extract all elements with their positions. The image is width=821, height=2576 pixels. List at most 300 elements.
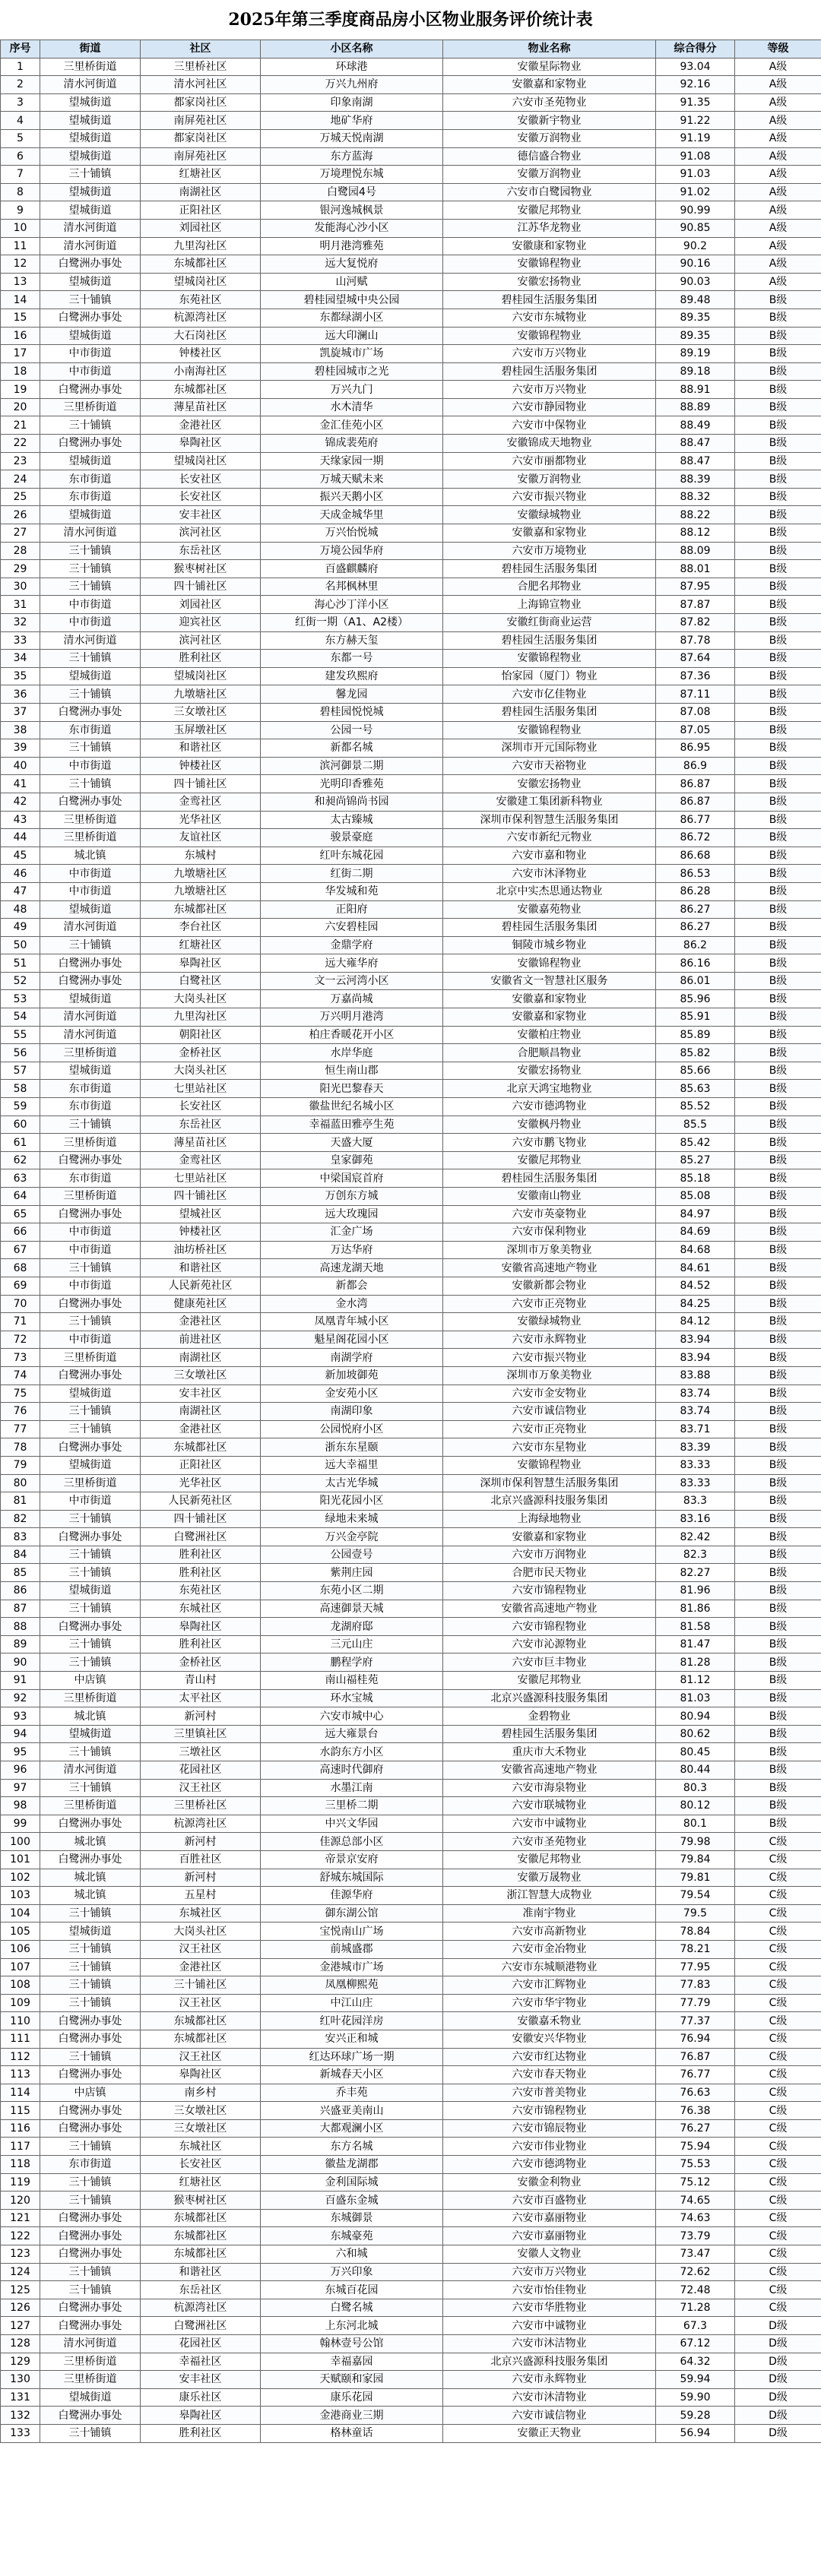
- cell-index: 90: [1, 1654, 40, 1672]
- cell-estate-name: 红街二期: [261, 865, 443, 883]
- cell-index: 58: [1, 1080, 40, 1098]
- cell-property-company: 六安市红达物业: [443, 2048, 656, 2066]
- cell-grade: B级: [735, 882, 821, 900]
- table-row: [1, 2299, 821, 2317]
- cell-estate-name: 远大幸福里: [261, 1456, 443, 1474]
- header-grade: 等级: [735, 40, 821, 59]
- cell-score: 86.01: [656, 972, 735, 990]
- cell-street: 中市街道: [40, 1331, 141, 1349]
- cell-community: 安丰社区: [141, 1385, 261, 1403]
- table-row: [1, 954, 821, 973]
- cell-estate-name: 三里桥二期: [261, 1797, 443, 1815]
- cell-estate-name: 万境理悦东城: [261, 166, 443, 184]
- cell-street: 白鹭洲办事处: [40, 381, 141, 399]
- cell-score: 90.2: [656, 237, 735, 255]
- cell-estate-name: 皇家御苑: [261, 1151, 443, 1169]
- cell-estate-name: 万城天悦南湖: [261, 129, 443, 147]
- cell-community: 太平社区: [141, 1689, 261, 1707]
- cell-estate-name: 六安碧桂园: [261, 919, 443, 937]
- cell-index: 122: [1, 2227, 40, 2245]
- cell-index: 105: [1, 1923, 40, 1941]
- cell-street: 白鹭洲办事处: [40, 2407, 141, 2425]
- table-row: [1, 1725, 821, 1743]
- cell-community: 康乐社区: [141, 2388, 261, 2407]
- cell-index: 25: [1, 488, 40, 506]
- cell-score: 79.81: [656, 1869, 735, 1887]
- cell-score: 85.63: [656, 1080, 735, 1098]
- cell-property-company: 六安市沐洁物业: [443, 2335, 656, 2353]
- cell-street: 三里桥街道: [40, 811, 141, 829]
- table-row: [1, 327, 821, 345]
- cell-score: 75.12: [656, 2173, 735, 2191]
- cell-index: 124: [1, 2263, 40, 2281]
- cell-street: 中市街道: [40, 882, 141, 900]
- cell-index: 55: [1, 1026, 40, 1044]
- cell-estate-name: 名邦枫林里: [261, 578, 443, 596]
- cell-community: 青山村: [141, 1672, 261, 1690]
- cell-street: 望城街道: [40, 990, 141, 1008]
- cell-score: 84.68: [656, 1241, 735, 1259]
- cell-score: 83.71: [656, 1420, 735, 1438]
- table-row: [1, 1420, 821, 1438]
- cell-index: 57: [1, 1062, 40, 1080]
- cell-community: 四十铺社区: [141, 1510, 261, 1528]
- cell-index: 109: [1, 1994, 40, 2012]
- cell-score: 86.27: [656, 900, 735, 919]
- table-row: [1, 2119, 821, 2138]
- cell-index: 62: [1, 1151, 40, 1169]
- cell-grade: B级: [735, 542, 821, 560]
- cell-community: 人民新苑社区: [141, 1277, 261, 1295]
- cell-estate-name: 公园一号: [261, 721, 443, 739]
- cell-street: 三十铺镇: [40, 1546, 141, 1564]
- cell-community: 滨河社区: [141, 524, 261, 543]
- cell-grade: B级: [735, 1456, 821, 1474]
- cell-score: 77.95: [656, 1958, 735, 1976]
- cell-property-company: 六安市鹏飞物业: [443, 1134, 656, 1152]
- cell-community: 白鹭社区: [141, 972, 261, 990]
- cell-grade: B级: [735, 1188, 821, 1206]
- cell-community: 钟楼社区: [141, 345, 261, 363]
- table-row: [1, 1923, 821, 1941]
- cell-grade: B级: [735, 327, 821, 345]
- cell-index: 48: [1, 900, 40, 919]
- cell-street: 三十铺镇: [40, 739, 141, 758]
- table-row: [1, 1887, 821, 1905]
- cell-grade: B级: [735, 362, 821, 381]
- cell-grade: B级: [735, 488, 821, 506]
- cell-index: 56: [1, 1044, 40, 1062]
- cell-index: 12: [1, 255, 40, 274]
- cell-community: 迎宾社区: [141, 614, 261, 632]
- cell-estate-name: 馨龙园: [261, 685, 443, 704]
- table-row: [1, 1528, 821, 1546]
- cell-community: 东岳社区: [141, 542, 261, 560]
- cell-community: 胜利社区: [141, 1635, 261, 1654]
- cell-score: 88.49: [656, 416, 735, 435]
- cell-index: 94: [1, 1725, 40, 1743]
- cell-grade: B级: [735, 1169, 821, 1188]
- cell-community: 大岗头社区: [141, 1062, 261, 1080]
- cell-score: 83.94: [656, 1349, 735, 1367]
- table-row: [1, 614, 821, 632]
- cell-grade: B级: [735, 1098, 821, 1116]
- table-row: [1, 1815, 821, 1833]
- cell-community: 大岗头社区: [141, 1923, 261, 1941]
- cell-property-company: 安徽尼邦物业: [443, 1672, 656, 1690]
- table-row: [1, 1241, 821, 1259]
- cell-grade: B级: [735, 757, 821, 775]
- cell-grade: B级: [735, 398, 821, 416]
- cell-street: 白鹭洲办事处: [40, 2317, 141, 2335]
- cell-community: 东城都社区: [141, 255, 261, 274]
- cell-street: 三十铺镇: [40, 542, 141, 560]
- cell-score: 82.27: [656, 1564, 735, 1582]
- table-row: [1, 919, 821, 937]
- cell-estate-name: 新加坡御苑: [261, 1366, 443, 1385]
- cell-estate-name: 汇金广场: [261, 1223, 443, 1242]
- cell-grade: A级: [735, 201, 821, 220]
- cell-property-company: 六安市锦程物业: [443, 2102, 656, 2120]
- cell-property-company: 碧桂园生活服务集团: [443, 560, 656, 578]
- table-row: [1, 829, 821, 847]
- cell-property-company: 安徽新宇物业: [443, 112, 656, 130]
- cell-property-company: 六安市振兴物业: [443, 488, 656, 506]
- cell-grade: B级: [735, 1672, 821, 1690]
- cell-community: 胜利社区: [141, 2424, 261, 2442]
- cell-score: 88.47: [656, 452, 735, 470]
- cell-grade: B级: [735, 721, 821, 739]
- cell-index: 117: [1, 2138, 40, 2156]
- cell-index: 103: [1, 1887, 40, 1905]
- cell-score: 81.96: [656, 1582, 735, 1600]
- cell-grade: C级: [735, 1833, 821, 1851]
- cell-street: 望城街道: [40, 452, 141, 470]
- cell-estate-name: 碧桂园望城中央公园: [261, 291, 443, 309]
- table-row: [1, 255, 821, 274]
- cell-property-company: 铜陵市城乡物业: [443, 936, 656, 954]
- table-row: [1, 1151, 821, 1169]
- cell-score: 91.35: [656, 93, 735, 112]
- cell-community: 玉屏墩社区: [141, 721, 261, 739]
- cell-property-company: 六安市怡佳物业: [443, 2281, 656, 2299]
- cell-grade: B级: [735, 1528, 821, 1546]
- cell-estate-name: 新城春天小区: [261, 2066, 443, 2084]
- table-row: [1, 147, 821, 166]
- cell-property-company: 安徽省高速地产物业: [443, 1600, 656, 1618]
- cell-score: 76.27: [656, 2119, 735, 2138]
- cell-grade: D级: [735, 2317, 821, 2335]
- cell-estate-name: 南湖学府: [261, 1349, 443, 1367]
- cell-street: 白鹭洲办事处: [40, 2209, 141, 2227]
- table-row: [1, 1026, 821, 1044]
- cell-community: 南湖社区: [141, 183, 261, 201]
- table-row: [1, 775, 821, 793]
- cell-score: 90.99: [656, 201, 735, 220]
- cell-index: 116: [1, 2119, 40, 2138]
- cell-score: 89.18: [656, 362, 735, 381]
- cell-index: 59: [1, 1098, 40, 1116]
- cell-street: 白鹭洲办事处: [40, 1815, 141, 1833]
- cell-grade: C级: [735, 2119, 821, 2138]
- cell-estate-name: 东都一号: [261, 650, 443, 668]
- cell-index: 23: [1, 452, 40, 470]
- cell-index: 100: [1, 1833, 40, 1851]
- cell-community: 东城都社区: [141, 2012, 261, 2030]
- cell-estate-name: 建发玖熙府: [261, 667, 443, 685]
- cell-street: 三里桥街道: [40, 1044, 141, 1062]
- cell-street: 白鹭洲办事处: [40, 2066, 141, 2084]
- table-row: [1, 2173, 821, 2191]
- cell-estate-name: 红叶花园洋房: [261, 2012, 443, 2030]
- cell-estate-name: 新都会: [261, 1277, 443, 1295]
- cell-community: 金港社区: [141, 1420, 261, 1438]
- cell-estate-name: 凯旋城市广场: [261, 345, 443, 363]
- cell-grade: B级: [735, 972, 821, 990]
- cell-index: 18: [1, 362, 40, 381]
- cell-score: 78.84: [656, 1923, 735, 1941]
- cell-street: 三十铺镇: [40, 1510, 141, 1528]
- cell-grade: A级: [735, 147, 821, 166]
- table-row: [1, 2191, 821, 2210]
- cell-community: 东城村: [141, 847, 261, 865]
- table-row: [1, 381, 821, 399]
- cell-property-company: 安徽嘉和家物业: [443, 76, 656, 94]
- cell-index: 113: [1, 2066, 40, 2084]
- cell-estate-name: 百盛东金城: [261, 2191, 443, 2210]
- table-row: [1, 578, 821, 596]
- cell-index: 89: [1, 1635, 40, 1654]
- cell-property-company: 碧桂园生活服务集团: [443, 362, 656, 381]
- cell-street: 三里桥街道: [40, 1188, 141, 1206]
- cell-index: 37: [1, 703, 40, 721]
- cell-score: 87.05: [656, 721, 735, 739]
- cell-street: 白鹭洲办事处: [40, 793, 141, 811]
- cell-property-company: 六安市中诚物业: [443, 1815, 656, 1833]
- table-row: [1, 1994, 821, 2012]
- table-row: [1, 1492, 821, 1511]
- cell-grade: B级: [735, 1492, 821, 1511]
- cell-estate-name: 万创东方城: [261, 1188, 443, 1206]
- cell-property-company: 六安市诚信物业: [443, 2407, 656, 2425]
- cell-property-company: 碧桂园生活服务集团: [443, 631, 656, 650]
- cell-community: 汉王社区: [141, 1779, 261, 1797]
- cell-property-company: 北京兴盛源科技服务集团: [443, 1492, 656, 1511]
- cell-property-company: 六安市金安物业: [443, 1385, 656, 1403]
- cell-score: 88.89: [656, 398, 735, 416]
- cell-community: 长安社区: [141, 1098, 261, 1116]
- cell-grade: B级: [735, 1797, 821, 1815]
- cell-property-company: 六安市万兴物业: [443, 2263, 656, 2281]
- cell-estate-name: 新都名城: [261, 739, 443, 758]
- cell-index: 77: [1, 1420, 40, 1438]
- cell-score: 88.22: [656, 506, 735, 524]
- table-row: [1, 667, 821, 685]
- cell-index: 115: [1, 2102, 40, 2120]
- cell-index: 112: [1, 2048, 40, 2066]
- table-row: [1, 1976, 821, 1995]
- cell-property-company: 安徽绿城物业: [443, 1313, 656, 1331]
- table-row: [1, 398, 821, 416]
- cell-index: 19: [1, 381, 40, 399]
- cell-street: 三十铺镇: [40, 2138, 141, 2156]
- cell-street: 三里桥街道: [40, 1689, 141, 1707]
- cell-score: 87.64: [656, 650, 735, 668]
- cell-estate-name: 高速御景天城: [261, 1600, 443, 1618]
- cell-index: 80: [1, 1474, 40, 1492]
- cell-property-company: 北京兴盛源科技服务集团: [443, 2353, 656, 2371]
- cell-estate-name: 浙东东星颐: [261, 1438, 443, 1457]
- cell-index: 46: [1, 865, 40, 883]
- cell-score: 90.85: [656, 219, 735, 237]
- cell-index: 40: [1, 757, 40, 775]
- cell-street: 望城街道: [40, 327, 141, 345]
- cell-community: 三女墩社区: [141, 703, 261, 721]
- table-row: [1, 1403, 821, 1421]
- table-row: [1, 435, 821, 453]
- cell-index: 131: [1, 2388, 40, 2407]
- cell-grade: B级: [735, 1223, 821, 1242]
- cell-grade: C级: [735, 1923, 821, 1941]
- cell-score: 79.5: [656, 1904, 735, 1923]
- cell-community: 南屏苑社区: [141, 112, 261, 130]
- cell-index: 73: [1, 1349, 40, 1367]
- cell-grade: D级: [735, 2353, 821, 2371]
- cell-property-company: 六安市圣苑物业: [443, 93, 656, 112]
- table-row: [1, 1188, 821, 1206]
- cell-property-company: 深圳市万象美物业: [443, 1241, 656, 1259]
- cell-score: 91.22: [656, 112, 735, 130]
- table-row: [1, 1259, 821, 1277]
- cell-property-company: 六安市静园物业: [443, 398, 656, 416]
- cell-street: 望城街道: [40, 506, 141, 524]
- cell-index: 34: [1, 650, 40, 668]
- table-row: [1, 2138, 821, 2156]
- cell-grade: C级: [735, 2066, 821, 2084]
- cell-grade: D级: [735, 2407, 821, 2425]
- cell-index: 38: [1, 721, 40, 739]
- cell-street: 白鹭洲办事处: [40, 2119, 141, 2138]
- cell-property-company: 六安市高新物业: [443, 1923, 656, 1941]
- cell-community: 红塘社区: [141, 166, 261, 184]
- table-row: [1, 1277, 821, 1295]
- cell-estate-name: 水墨江南: [261, 1779, 443, 1797]
- cell-grade: B级: [735, 703, 821, 721]
- cell-property-company: 安徽省高速地产物业: [443, 1259, 656, 1277]
- evaluation-table: [0, 40, 821, 2443]
- cell-street: 清水河街道: [40, 1761, 141, 1780]
- cell-street: 三十铺镇: [40, 2281, 141, 2299]
- cell-property-company: 北京天鸿宝地物业: [443, 1080, 656, 1098]
- cell-property-company: 安徽嘉苑物业: [443, 900, 656, 919]
- table-row: [1, 1904, 821, 1923]
- cell-estate-name: 六和城: [261, 2245, 443, 2264]
- cell-estate-name: 中梁国宸首府: [261, 1169, 443, 1188]
- cell-property-company: 安徽万晟物业: [443, 1869, 656, 1887]
- cell-property-company: 六安市丽都物业: [443, 452, 656, 470]
- cell-community: 都家岗社区: [141, 93, 261, 112]
- table-row: [1, 2407, 821, 2425]
- cell-estate-name: 太古光华城: [261, 1474, 443, 1492]
- cell-grade: B级: [735, 1349, 821, 1367]
- document-title: 2025年第三季度商品房小区物业服务评价统计表: [228, 10, 593, 30]
- cell-community: 小南海社区: [141, 362, 261, 381]
- cell-street: 东市街道: [40, 721, 141, 739]
- cell-grade: B级: [735, 1116, 821, 1134]
- cell-street: 中市街道: [40, 345, 141, 363]
- cell-index: 118: [1, 2156, 40, 2174]
- cell-street: 清水河街道: [40, 219, 141, 237]
- cell-score: 79.84: [656, 1850, 735, 1869]
- table-row: [1, 524, 821, 543]
- cell-property-company: 安徽省高速地产物业: [443, 1761, 656, 1780]
- table-row: [1, 1223, 821, 1242]
- cell-score: 91.03: [656, 166, 735, 184]
- cell-grade: B级: [735, 1689, 821, 1707]
- table-row: [1, 166, 821, 184]
- cell-index: 4: [1, 112, 40, 130]
- cell-community: 金桥社区: [141, 1044, 261, 1062]
- cell-score: 86.53: [656, 865, 735, 883]
- table-row: [1, 1779, 821, 1797]
- cell-grade: B级: [735, 1313, 821, 1331]
- cell-property-company: 六安市德鸿物业: [443, 2156, 656, 2174]
- cell-index: 39: [1, 739, 40, 758]
- table-row: [1, 1116, 821, 1134]
- cell-estate-name: 远大玫瑰园: [261, 1205, 443, 1223]
- cell-estate-name: 前城盛郡: [261, 1940, 443, 1958]
- cell-grade: B级: [735, 775, 821, 793]
- table-row: [1, 847, 821, 865]
- cell-index: 36: [1, 685, 40, 704]
- cell-property-company: 合肥名邦物业: [443, 578, 656, 596]
- cell-score: 83.3: [656, 1492, 735, 1511]
- cell-street: 东市街道: [40, 488, 141, 506]
- cell-property-company: 六安市万润物业: [443, 1546, 656, 1564]
- table-header-row: [1, 40, 821, 59]
- cell-street: 白鹭洲办事处: [40, 1438, 141, 1457]
- cell-score: 81.12: [656, 1672, 735, 1690]
- cell-estate-name: 帝景京安府: [261, 1850, 443, 1869]
- cell-community: 汉王社区: [141, 1940, 261, 1958]
- cell-score: 89.35: [656, 327, 735, 345]
- cell-grade: D级: [735, 2424, 821, 2442]
- cell-grade: B级: [735, 1366, 821, 1385]
- cell-score: 88.39: [656, 470, 735, 489]
- cell-score: 87.87: [656, 596, 735, 614]
- cell-community: 杭源湾社区: [141, 1815, 261, 1833]
- cell-grade: B级: [735, 1618, 821, 1636]
- cell-property-company: 安徽锦成天地物业: [443, 435, 656, 453]
- cell-property-company: 六安市圣苑物业: [443, 1833, 656, 1851]
- cell-estate-name: 环球港: [261, 58, 443, 76]
- cell-street: 白鹭洲办事处: [40, 2299, 141, 2317]
- cell-estate-name: 金汇佳苑小区: [261, 416, 443, 435]
- cell-estate-name: 徽盐世纪名城小区: [261, 1098, 443, 1116]
- cell-score: 78.21: [656, 1940, 735, 1958]
- cell-index: 64: [1, 1188, 40, 1206]
- cell-grade: A级: [735, 183, 821, 201]
- cell-score: 91.08: [656, 147, 735, 166]
- cell-index: 13: [1, 273, 40, 291]
- cell-estate-name: 佳源华府: [261, 1887, 443, 1905]
- cell-score: 83.94: [656, 1331, 735, 1349]
- cell-index: 84: [1, 1546, 40, 1564]
- cell-street: 三十铺镇: [40, 1994, 141, 2012]
- cell-score: 72.48: [656, 2281, 735, 2299]
- cell-property-company: 碧桂园生活服务集团: [443, 1169, 656, 1188]
- cell-community: 幸福社区: [141, 2353, 261, 2371]
